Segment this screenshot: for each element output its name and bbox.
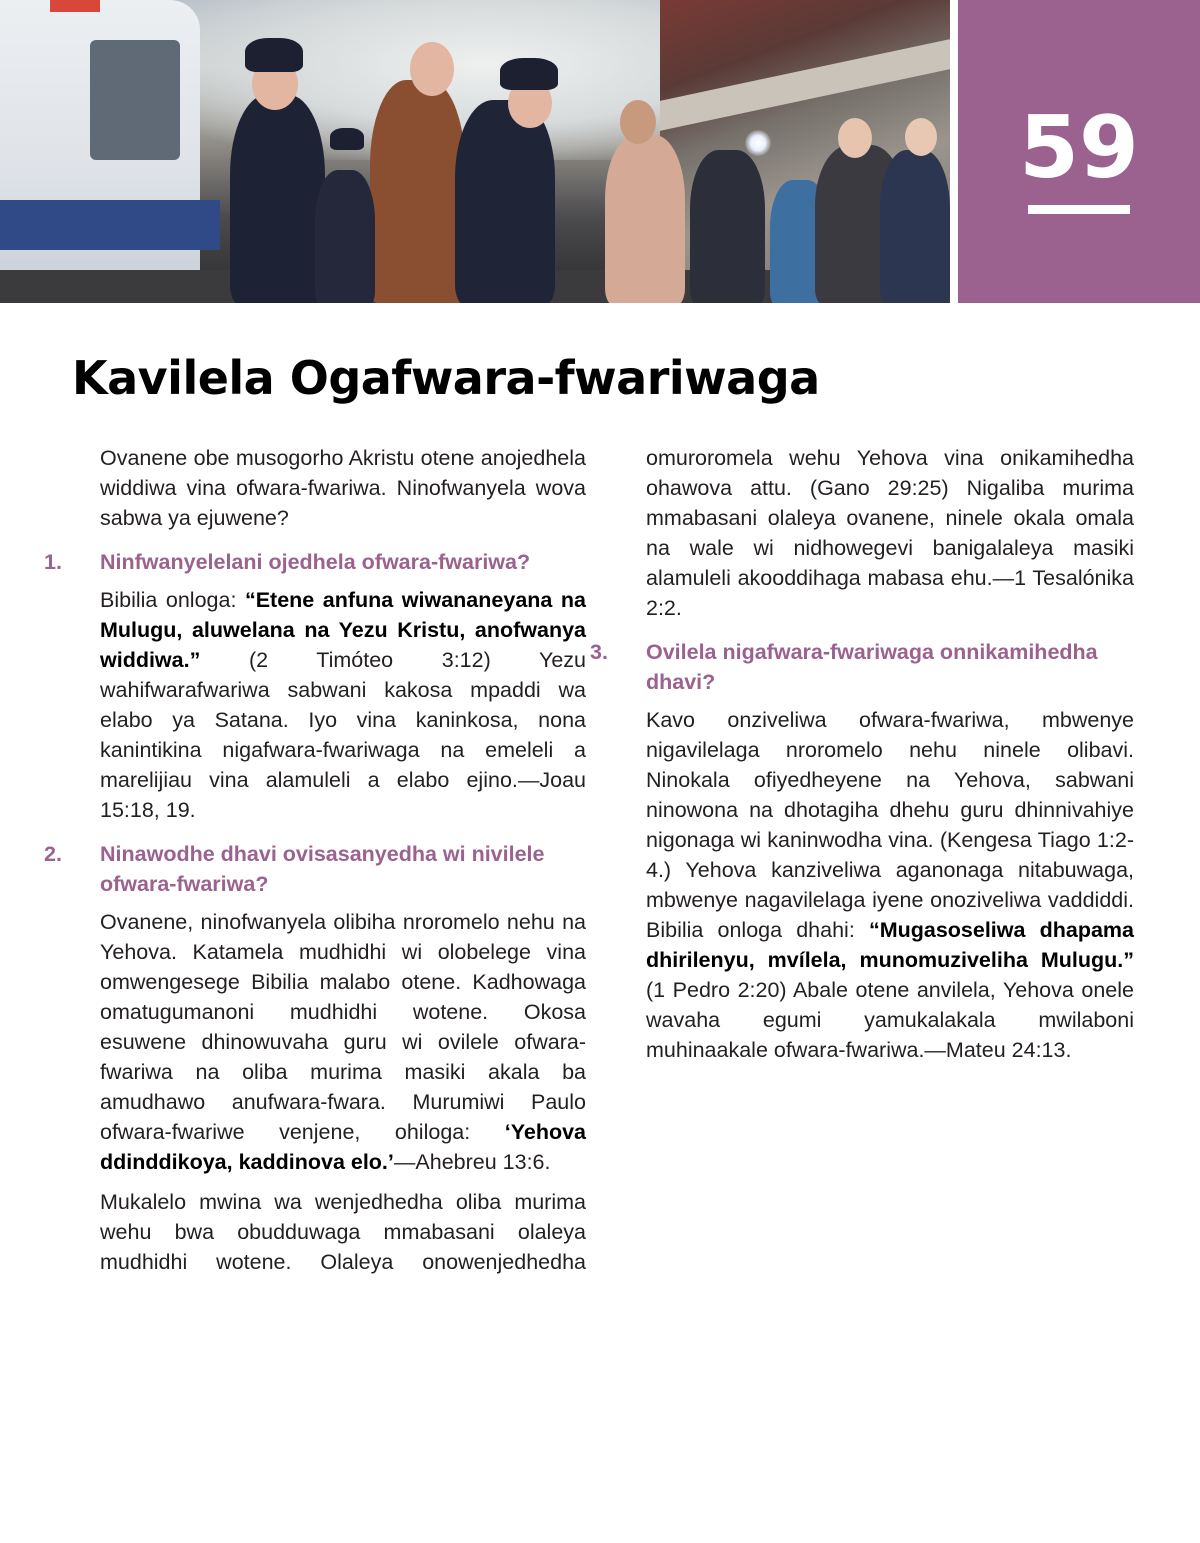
right-column: [590, 443, 1134, 1075]
question-text: Ovilela nigafwara-fwariwaga onnikamihedha dhavi?: [646, 640, 1098, 694]
camera-flash-icon: [745, 130, 771, 156]
photo-officer: [455, 100, 555, 303]
question-number: 1.: [44, 550, 62, 574]
page-title: Kavilela Ogafwara-fwariwaga: [72, 351, 820, 405]
paragraph-text: (2 Timóteo 3:12) Yezu wahifwarafwariwa sabwani kakosa mpaddi wa elabo ya Satana. Iyo vina kaninkosa, nona kanintikina nigafwara-fwariwaga na emeleli a marelijiau vina alamuleli a elabo ejino.—Joau 15:18, 19.: [100, 648, 586, 822]
photo-reporter: [605, 135, 685, 303]
paragraph-text: omuroromela wehu Yehova vina onikamihedha ohawova attu. (Gano 29:25) Nigaliba murima mmabasani olaleya ovanene, ninele okala omala na wale wi nidhowegevi banigalaleya masiki alamuleli akooddihaga mabasa ehu.—1 Tesalónika 2:2.: [646, 446, 1134, 620]
paragraph-text: (1 Pedro 2:20) Abale otene anvilela, Yehova onele wavaha egumi yamukalakala mwilaboni muhinaakale ofwara-fwariwa.—Mateu 24:13.: [646, 978, 1134, 1062]
question-number: 2.: [44, 842, 62, 866]
intro-paragraph: Ovanene obe musogorho Akristu otene anojedhela widdiwa vina ofwara-fwariwa. Ninofwanyela wova sabwa ya ejuwene?: [100, 446, 586, 530]
scripture-quote: “Etene anfuna wiwananeyana na Mulugu, aluwelana na Yezu Kristu, anofwanya widdiwa.”: [100, 588, 586, 672]
scripture-quote: “Mugasoseliwa dhapama dhirilenyu, mvílela, munomuziveliha Mulugu.”: [646, 918, 1134, 972]
answer-2-paragraph: [100, 907, 586, 1177]
answer-2-paragraph-b: [100, 1187, 586, 1277]
paragraph-text: Bibilia onloga:: [100, 588, 245, 612]
answer-2-paragraph-b-continued: [646, 443, 1134, 623]
question-text: Ninawodhe dhavi ovisasanyedha wi nivilele ofwara-fwariwa?: [100, 842, 545, 896]
answer-3-paragraph: [646, 705, 1134, 1065]
photo-detained-man: [370, 80, 465, 303]
question-1-heading: [44, 547, 586, 577]
paragraph-text: —Ahebreu 13:6.: [393, 1150, 551, 1174]
photo-officer: [230, 95, 325, 303]
scripture-quote: ‘Yehova ddinddikoya, kaddinova elo.’: [100, 1120, 586, 1174]
question-number: 3.: [590, 640, 608, 664]
header-photo: [0, 0, 950, 303]
chapter-number: 59: [1019, 98, 1139, 198]
question-2-heading: [44, 839, 586, 899]
chapter-number-block: [958, 0, 1200, 303]
question-text: Ninfwanyelelani ojedhela ofwara-fwariwa?: [100, 550, 531, 574]
answer-1-paragraph: [100, 585, 586, 825]
chapter-underline: [1028, 205, 1130, 214]
paragraph-text: Ovanene, ninofwanyela olibiha nroromelo nehu na Yehova. Katamela mudhidhi wi olobelege vina omwengesege Bibilia malabo otene. Kadhowaga omatugumanoni mudhidhi wotene. Okosa esuwene dhinowuvaha guru wi ovilele ofwara-fwariwa na oliba murima masiki akala ba amudhawo anufwara-fwara. Murumiwi Paulo ofwara-fwariwe venjene, ohiloga:: [100, 910, 586, 1144]
left-column: [44, 443, 586, 1287]
paragraph-text: Kavo onziveliwa ofwara-fwariwa, mbwenye nigavilelaga nroromelo nehu ninele olibavi. Ninokala ofiyedheyene na Yehova, sabwani ninowona na dhotagiha dhehu guru dhinnivahiye nigonaga wi kaninwodha vina. (Kengesa Tiago 1:2-4.) Yehova kanziveliwa aganonaga nitabuwaga, mbwenye nagavilelaga iyene onoziveliwa vaddiddi. Bibilia onloga dhahi:: [646, 708, 1134, 942]
paragraph-text: Mukalelo mwina wa wenjedhedha oliba murima wehu bwa obudduwaga mmabasani olaleya mudhidhi wotene. Olaleya onowenjedhedha: [100, 1190, 586, 1274]
question-3-heading: [590, 637, 1134, 697]
photo-police-van: [0, 0, 200, 303]
